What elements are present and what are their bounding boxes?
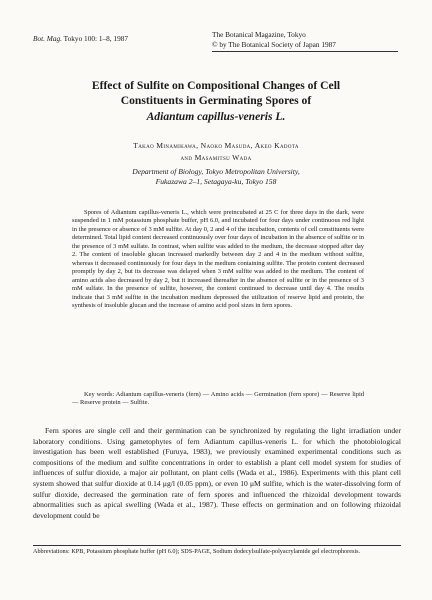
footnote-abbreviations: Abbreviations: KPB, Potassium phosphate buffer (pH 6.0); SDS-PAGE, Sodium dodecylsulfate-polyacrylamide gel electrophoresis.	[33, 548, 361, 555]
copyright-line: © by The Botanical Society of Japan 1987	[212, 39, 336, 49]
authors-line-2: and Masamitsu Wada	[180, 153, 252, 162]
abstract-text: Spores of Adiantum capillus-veneris L., which were preincubated at 25 C for three days in the dark, were suspended in 1 mM potassium phosphate buffer, pH 6.0, and incubated for four days under continuous red light in the presence or absence of 3 mM sulfite. At day 0, 2 and 4 of the incubation, contents of cell constituents were determined. Total lipid content decreased continuously over four days of incubation in the absence of sulfite or in the presence of 3 mM sulfate. In contrast, when sulfite was added to the medium, the decrease stopped after day 2. The content of insoluble glucan increased markedly between day 2 and 4 in the medium without sulfite, whereas it decreased continuously for four days in the medium containing sulfite. The protein content decreased promptly by day 2, but its decrease was delayed when 3 mM sulfite was added to the medium. The content of amino acids also decreased by day 2, but it increased thereafter in the absence of sulfite or in the presence of 3 mM sulfate. In the presence of sulfite, however, the content continued to decrease until day 4. The results indicate that 3 mM sulfite in the incubation medium depressed the utilization of reserve lipid and protein, the synthesis of insoluble glucan and the increase of amino acid pool sizes in fern spores.	[72, 209, 364, 310]
paper-title	[40, 78, 392, 124]
keywords-text: Key words: Adiantum capillus-veneris (fern) — Amino acids — Germination (fern spore) — Reserve lipid — Reserve protein — Sulfite.	[72, 391, 364, 407]
journal-volume-pages: Tokyo 100: 1–8, 1987	[61, 34, 129, 43]
abstract	[72, 209, 364, 311]
body-text	[33, 426, 401, 521]
journal-name: Bot. Mag.	[33, 34, 62, 43]
authors-line-1: Takao Minamikawa, Naoko Masuda, Akeo Kadota	[133, 141, 299, 150]
keywords	[72, 391, 364, 408]
footnote-rule	[33, 545, 401, 546]
affiliation	[40, 167, 392, 187]
affiliation-line-2: Fukazawa 2–1, Setagaya-ku, Tokyo 158	[155, 177, 277, 187]
affiliation-line-1: Department of Biology, Tokyo Metropolitan University,	[132, 167, 300, 176]
title-line-1: Effect of Sulfite on Compositional Changes of Cell	[91, 79, 341, 92]
header-rule	[212, 51, 398, 52]
title-line-3: Adiantum capillus-veneris L.	[146, 109, 286, 123]
author-list	[40, 140, 392, 164]
body-paragraph: Fern spores are single cell and their germination can be synchronized by regulating the light irradiation under laboratory conditions. Using gametophytes of fern Adiantum capillus-veneris L. for which the photobiological investigation has been well established (Furuya, 1983), we previously examined experimental conditions such as compositions of the medium and sulfite concentrations in order to establish a plant cell model system for studies of influences of sulfur dioxide, a major air pollutant, on plant cells (Wada et al., 1986). Experiments with this plant cell system showed that sulfur dioxide at 0.14 μg/l (0.05 ppm), or even 10 μM sulfite, which is the water-dissolving form of sulfur dioxide, decreased the germination rate of fern spores and influenced the rhizoidal development towards abnormalities such as apical swelling (Wada et al., 1987). These effects on germination and on following rhizoidal development could be	[33, 426, 401, 520]
journal-citation	[33, 34, 128, 43]
title-line-2: Constituents in Germinating Spores of	[120, 94, 312, 108]
publisher-block	[212, 30, 398, 49]
publisher-line-1: The Botanical Magazine, Tokyo	[212, 30, 306, 39]
